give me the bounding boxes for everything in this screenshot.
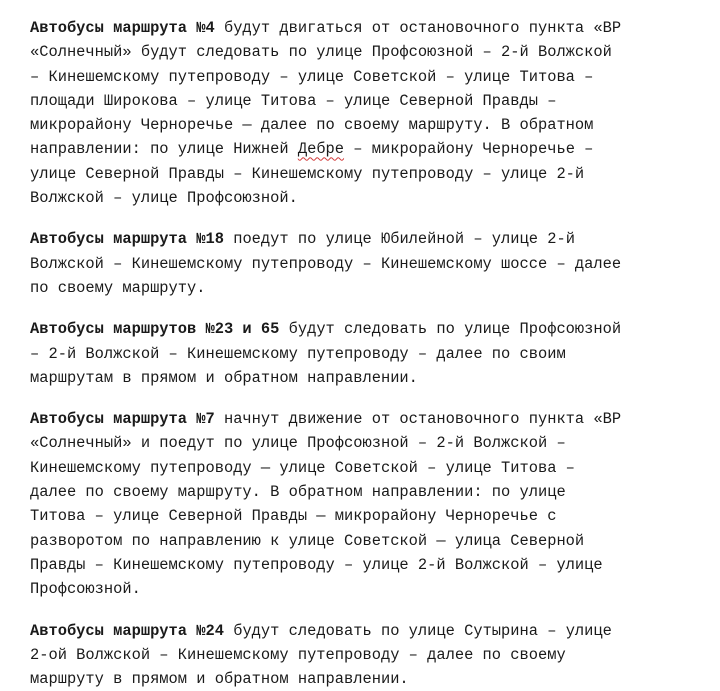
line-text: площади Широкова – улице Титова – улице Северной Правды – [30, 91, 557, 110]
paragraph-route-18 [30, 227, 700, 300]
line-text: будут двигаться от остановочного пункта «ВР [214, 19, 622, 37]
line-text: направлении: по улице Нижней [30, 140, 298, 159]
paragraph-route-24 [30, 619, 700, 691]
line-text: начнут движение от остановочного пункта «ВР [214, 410, 622, 429]
line-text: будут следовать по улице Сутырина – улице [223, 621, 612, 640]
line-text: Кинешемскому путепроводу — улице Советской – улице Титова – [30, 458, 575, 477]
paragraph-first-line [30, 16, 700, 40]
line-text: будут следовать по улице Профсоюзной [279, 320, 622, 339]
route-heading: Автобусы маршрута №24 [30, 621, 224, 640]
line-text: далее по своему маршруту. В обратном направлении: по улице [30, 483, 566, 502]
line-text: маршруту в прямом и обратном направлении. [30, 670, 409, 689]
paragraph-first-line [30, 619, 700, 643]
line-text: Правды – Кинешемскому путепроводу – улице 2-й Волжской – улице [30, 555, 603, 574]
paragraph-route-4 [30, 16, 700, 210]
line-text: – микрорайону Черноречье – [344, 140, 594, 159]
line-text: – Кинешемскому путепроводу – улице Советской – улице Титова – [30, 67, 594, 86]
route-heading: Автобусы маршрута №7 [30, 410, 215, 429]
line-text: улице Северной Правды – Кинешемскому путепроводу – улице 2-й [30, 164, 585, 183]
line-text: – 2-й Волжской – Кинешемскому путепроводу – далее по своим [30, 344, 566, 363]
route-heading: Автобусы маршрутов №23 и 65 [30, 320, 280, 339]
misspelled-word[interactable]: Дебре [297, 140, 345, 159]
route-heading: Автобусы маршрута №4 [30, 19, 215, 37]
line-text: микрорайону Черноречье — далее по своему маршруту. В обратном [30, 116, 594, 135]
line-with-spelling-mark [30, 137, 700, 161]
paragraph-routes-23-65 [30, 317, 700, 390]
line-text: Волжской – улице Профсоюзной. [30, 189, 298, 208]
paragraph-first-line [30, 227, 700, 251]
line-text: Волжской – Кинешемскому путепроводу – Кинешемскому шоссе – далее [30, 254, 622, 273]
line-text: поедут по улице Юбилейной – улице 2-й [223, 230, 575, 249]
paragraph-first-line [30, 407, 700, 431]
line-text: Титова – улице Северной Правды — микрорайону Черноречье с [30, 507, 557, 526]
paragraph-first-line [30, 317, 700, 341]
line-text: 2-ой Волжской – Кинешемскому путепроводу – далее по своему [30, 645, 566, 664]
line-text: Профсоюзной. [30, 580, 141, 599]
paragraph-route-7 [30, 407, 700, 601]
line-text: «Солнечный» будут следовать по улице Профсоюзной – 2-й Волжской [30, 43, 612, 62]
line-text: маршрутам в прямом и обратном направлении. [30, 368, 418, 387]
line-text: «Солнечный» и поедут по улице Профсоюзной – 2-й Волжской – [30, 434, 566, 453]
line-text: по своему маршруту. [30, 278, 206, 297]
line-text: разворотом по направлению к улице Советской — улица Северной [30, 531, 585, 550]
route-heading: Автобусы маршрута №18 [30, 230, 224, 249]
